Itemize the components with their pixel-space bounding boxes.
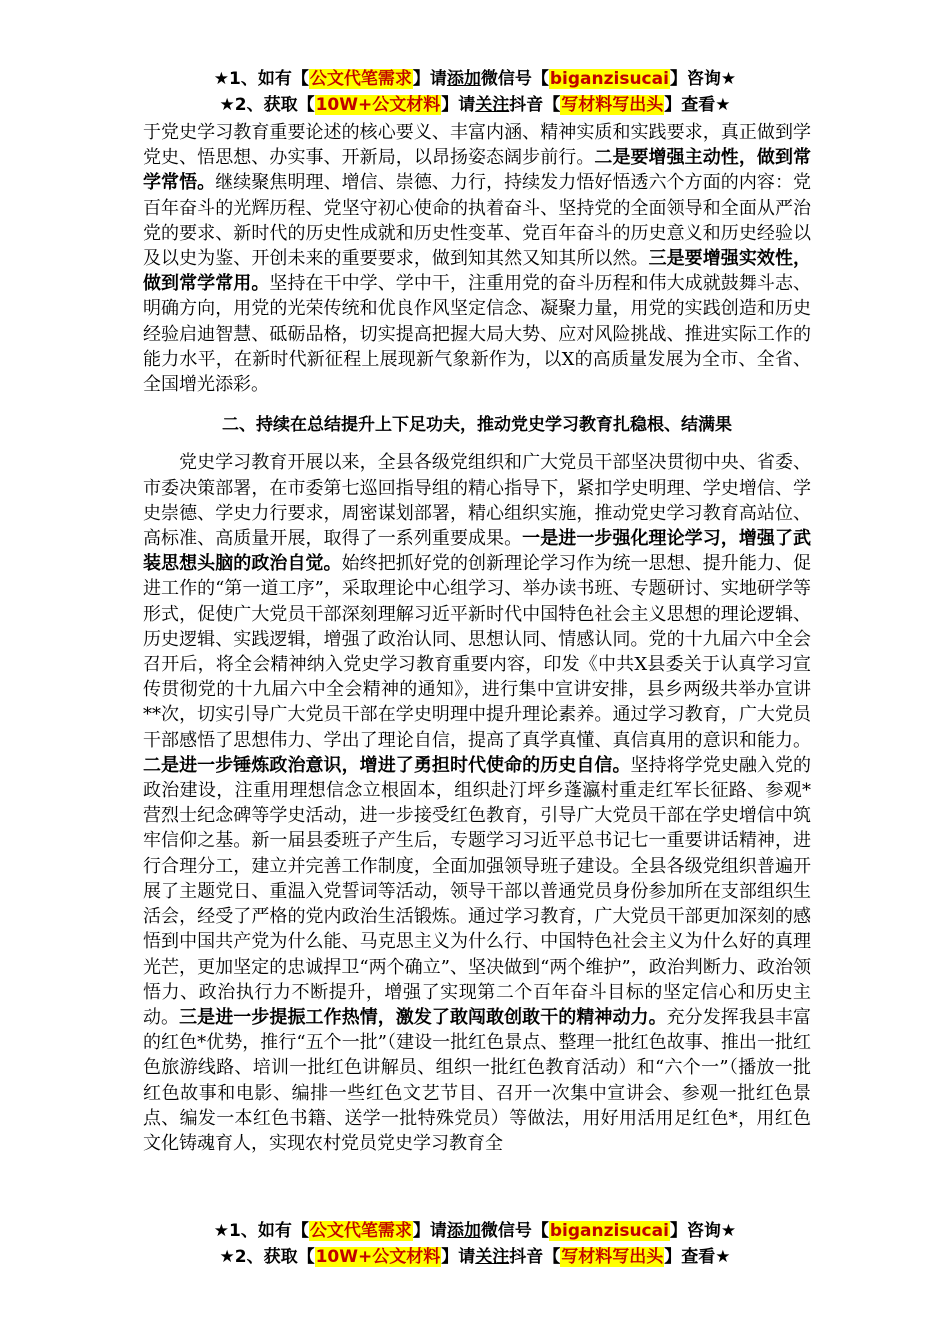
section-heading: 二、持续在总结提升上下足功夫，推动党史学习教育扎稳根、结满果: [222, 415, 732, 436]
promo-line-2: [0, 92, 950, 118]
bold-phrase: 二是进一步锤炼政治意识，增进了勇担时代使命的历史自信。: [143, 754, 631, 776]
promo-line-1: [0, 1218, 950, 1244]
promo-highlight: 写材料写出头: [561, 95, 664, 115]
promo-underline: 添加: [446, 1221, 481, 1241]
promo-highlight: 公文代笔需求: [309, 1221, 412, 1241]
promo-prefix: ★2、获取【: [219, 95, 315, 115]
promo-highlight: 公文代笔需求: [309, 69, 412, 89]
paragraph-text: 党史学习教育开展以来，全县各级党组织和广大党员干部坚决贯彻中央、省委、市委决策部署，在市委第七巡回指导组的精心指导下，紧扣学史明理、学史增信、学史崇德、学史力行要求，周密谋划部署，精心组织实施，推动党史学习教育高站位、高标准、高质量开展，取得了一系列重要成果。: [143, 452, 811, 550]
promo-suffix: 】查看★: [664, 95, 731, 115]
promo-prefix: ★2、获取【: [219, 1247, 315, 1267]
promo-text: 抖音【: [509, 95, 561, 115]
promo-suffix: 】咨询★: [669, 1221, 737, 1241]
promo-highlight: 10W+公文材料: [315, 1247, 441, 1267]
top-promo-banner: [0, 66, 950, 118]
paragraph-text: 坚持将学党史融入党的政治建设，注重用理想信念立根固本，组织赴汀坪乡蓬瀛村重走红军长征路、参观*营烈士纪念碑等学史活动，进一步接受红色教育，引导广大党员干部在学史增信中筑牢信仰之基。新一届县委班子产生后，专题学习习近平总书记七一重要讲话精神，进行合理分工，建立并完善工作制度，全面加强领导班子建设。全县各级党组织普遍开展了主题党日、重温入党誓词等活动，领导干部以普通党员身份参加所在支部组织生活会，经受了严格的党内政治生活锻炼。通过学习教育，广大党员干部更加深刻的感悟到中国共产党为什么能、马克思主义为什么行、中国特色社会主义为什么好的真理光芒，更加坚定的忠诚捍卫“两个确立”、坚决做到“两个维护”，政治判断力、政治领悟力、政治执行力不断提升，增强了实现第二个百年奋斗目标的坚定信心和历史主动。: [143, 754, 811, 1028]
promo-highlight: 10W+公文材料: [315, 95, 441, 115]
paragraph-text: 继续聚焦明理、增信、崇德、力行，持续发力悟好悟透六个方面的内容：党百年奋斗的光辉历程、党坚守初心使命的执着奋斗、坚持党的全面领导和全面从严治党的要求、新时代的历史性成就和历史性变革、党百年奋斗的历史意义和历史经验以及以史为鉴、开创未来的重要要求，做到知其然又知其所以然。: [143, 172, 812, 270]
paragraph-text: 充分发挥我县丰富的红色*优势，推行“五个一批”（建设一批红色景点、整理一批红色故事、推出一批红色旅游线路、培训一批红色讲解员、组织一批红色教育活动）和“六个一”（播放一批红色故事和电影、编排一些红色文艺节目、召开一次集中宣讲会、参观一批红色景点、编发一本红色书籍、送学一批特殊党员）等做法，用好用活用足红色*，用红色文化铸魂育人，实现农村党员党史学习教育全: [143, 1006, 812, 1154]
promo-text: 微信号【: [480, 1221, 549, 1241]
promo-highlight: 写材料写出头: [561, 1247, 664, 1267]
promo-highlight: biganzisucai: [549, 1221, 669, 1241]
bottom-promo-banner: [0, 1218, 950, 1270]
bold-phrase: 三是进一步提振工作热情，激发了敢闯敢创敢干的精神动力。: [179, 1006, 667, 1028]
promo-underline: 关注: [475, 1247, 510, 1267]
paragraph-1: [143, 120, 811, 397]
promo-line-1: [0, 66, 950, 92]
paragraph-2: [143, 450, 811, 1156]
promo-suffix: 】咨询★: [669, 69, 737, 89]
document-body: [143, 120, 811, 1156]
promo-text: 】请: [412, 1221, 447, 1241]
promo-highlight: biganzisucai: [549, 69, 669, 89]
promo-line-2: [0, 1244, 950, 1270]
promo-text: 】请: [441, 1247, 476, 1267]
paragraph-text: 于党史学习教育重要论述的核心要义、丰富内涵、精神实质和实践要求，真正做到学党史、悟思想、办实事、开新局，以昂扬姿态阔步前行。: [143, 122, 811, 169]
promo-text: 微信号【: [480, 69, 549, 89]
bold-phrase: 三是要增强实效性，做到常学常用。: [143, 248, 812, 295]
bold-phrase: 一是进一步强化理论学习，增强了武装思想头脑的政治自觉。: [143, 528, 812, 575]
promo-text: 】请: [412, 69, 447, 89]
paragraph-text: 始终把抓好党的创新理论学习作为统一思想、提升能力、促进工作的“第一道工序”，采取理论中心组学习、举办读书班、专题研讨、实地研学等形式，促使广大党员干部深刻理解习近平新时代中国特色社会主义思想的理论逻辑、历史逻辑、实践逻辑，增强了政治认同、思想认同、情感认同。党的十九届六中全会召开后，将全会精神纳入党史学习教育重要内容，印发《中共X县委关于认真学习宣传贯彻党的十九届六中全会精神的通知》，进行集中宣讲安排，县乡两级共举办宣讲**次，切实引导广大党员干部在学史明理中提升理论素养。通过学习教育，广大党员干部感悟了思想伟力、学出了理论自信，提高了真学真懂、真信真用的意识和能力。: [143, 553, 812, 751]
promo-text: 】请: [441, 95, 476, 115]
promo-underline: 添加: [446, 69, 481, 89]
promo-prefix: ★1、如有【: [213, 1221, 309, 1241]
promo-underline: 关注: [475, 95, 510, 115]
promo-prefix: ★1、如有【: [213, 69, 309, 89]
promo-suffix: 】查看★: [664, 1247, 731, 1267]
paragraph-text: 坚持在干中学、学中干，注重用党的奋斗历程和伟大成就鼓舞斗志、明确方向，用党的光荣传统和优良作风坚定信念、凝聚力量，用党的实践创造和历史经验启迪智慧、砥砺品格，切实提高把握大局大势、应对风险挑战、推进实际工作的能力水平，在新时代新征程上展现新气象新作为，以X的高质量发展为全市、全省、全国增光添彩。: [143, 273, 811, 396]
promo-text: 抖音【: [509, 1247, 561, 1267]
bold-phrase: 二是要增强主动性，做到常学常悟。: [143, 147, 812, 194]
